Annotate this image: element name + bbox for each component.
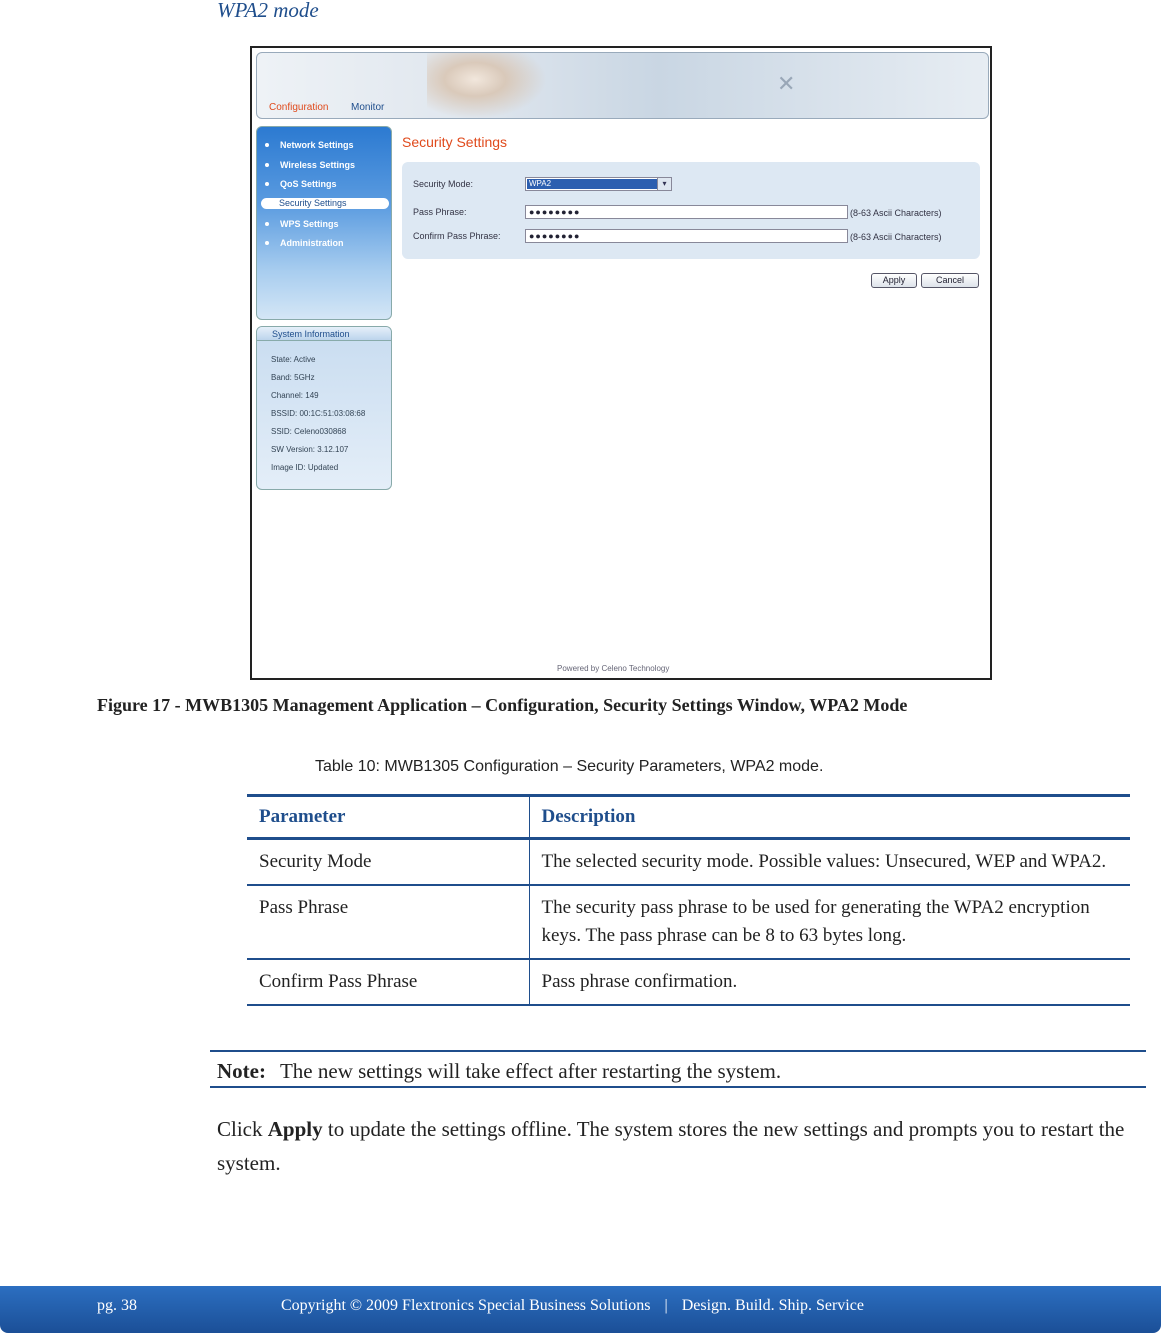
info-sw-version: SW Version: 3.12.107: [271, 445, 349, 454]
apply-button[interactable]: Apply: [871, 273, 917, 288]
cell-description: Pass phrase confirmation.: [529, 959, 1130, 1005]
chevron-down-icon[interactable]: ▾: [657, 178, 671, 190]
bullet-icon: [265, 241, 269, 245]
sidebar-nav: [256, 126, 392, 320]
cell-parameter: Security Mode: [247, 839, 529, 886]
note-label: Note:: [217, 1059, 266, 1083]
header-parameter: Parameter: [247, 796, 529, 839]
bullet-icon: [265, 222, 269, 226]
footer-copyright: Copyright © 2009 Flextronics Special Business Solutions: [281, 1297, 651, 1314]
security-mode-select[interactable]: [525, 177, 672, 191]
figure-caption: Figure 17 - MWB1305 Management Application – Configuration, Security Settings Window, WPA2 Mode: [97, 695, 908, 715]
info-channel: Channel: 149: [271, 391, 319, 400]
screenshot-figure: [250, 46, 992, 680]
security-mode-label: Security Mode:: [413, 179, 474, 189]
bullet-icon: [265, 143, 269, 147]
banner-artwork: [427, 53, 547, 119]
table-row: [247, 839, 1130, 886]
security-form: [402, 162, 980, 259]
tab-monitor[interactable]: Monitor: [351, 102, 385, 113]
app-banner: [256, 52, 989, 119]
table-caption: Table 10: MWB1305 Configuration – Security Parameters, WPA2 mode.: [315, 758, 824, 775]
info-image-id: Image ID: Updated: [271, 463, 339, 472]
bullet-icon: [265, 163, 269, 167]
cell-description: The security pass phrase to be used for generating the WPA2 encryption keys. The pass phrase can be 8 to 63 bytes long.: [529, 885, 1130, 959]
page-footer: [0, 1286, 1161, 1333]
bullet-icon: [265, 182, 269, 186]
page-title: Security Settings: [402, 134, 508, 150]
note-box: [210, 1050, 1146, 1088]
para-apply-bold: Apply: [267, 1117, 323, 1141]
pass-phrase-label: Pass Phrase:: [413, 207, 467, 217]
section-heading: WPA2 mode: [217, 0, 319, 22]
tab-configuration[interactable]: Configuration: [269, 102, 329, 113]
info-state: State: Active: [271, 355, 316, 364]
sidebar-item-qos-settings[interactable]: QoS Settings: [257, 176, 391, 192]
parameters-table: [247, 794, 1130, 1006]
cancel-button[interactable]: Cancel: [921, 273, 979, 288]
info-band: Band: 5GHz: [271, 373, 315, 382]
sidebar-item-network-settings[interactable]: Network Settings: [257, 137, 391, 153]
para-text-after: to update the settings offline. The system stores the new settings and prompts you to restart the system.: [217, 1117, 1125, 1175]
page-number: pg. 38: [97, 1297, 137, 1314]
note-text: The new settings will take effect after restarting the system.: [279, 1059, 782, 1083]
pass-phrase-input[interactable]: ●●●●●●●●: [525, 205, 848, 219]
para-text-before: Click: [217, 1117, 268, 1141]
system-information-title: System Information: [257, 327, 391, 341]
footer-copyright-line: [281, 1297, 864, 1315]
table-header-row: [247, 796, 1130, 839]
info-ssid: SSID: Celeno030868: [271, 427, 347, 436]
sidebar-item-security-settings[interactable]: Security Settings: [261, 198, 389, 209]
cell-description: The selected security mode. Possible values: Unsecured, WEP and WPA2.: [529, 839, 1130, 886]
sidebar-item-wps-settings[interactable]: WPS Settings: [257, 216, 391, 232]
pass-phrase-hint: (8-63 Ascii Characters): [850, 208, 942, 218]
confirm-pass-phrase-label: Confirm Pass Phrase:: [413, 231, 501, 241]
security-mode-value: WPA2: [527, 179, 657, 189]
instruction-paragraph: [217, 1112, 1147, 1180]
confirm-pass-phrase-input[interactable]: ●●●●●●●●: [525, 229, 848, 243]
footer-separator: |: [664, 1297, 668, 1314]
footer-tagline: Design. Build. Ship. Service: [681, 1297, 864, 1314]
cell-parameter: Pass Phrase: [247, 885, 529, 959]
table-row: [247, 959, 1130, 1005]
powered-by: Powered by Celeno Technology: [557, 664, 670, 673]
info-bssid: BSSID: 00:1C:51:03:08:68: [271, 409, 366, 418]
logo-icon: ✕: [777, 71, 796, 96]
sidebar-item-administration[interactable]: Administration: [257, 235, 391, 251]
table-row: [247, 885, 1130, 959]
sidebar-item-wireless-settings[interactable]: Wireless Settings: [257, 157, 391, 173]
cell-parameter: Confirm Pass Phrase: [247, 959, 529, 1005]
confirm-pass-phrase-hint: (8-63 Ascii Characters): [850, 232, 942, 242]
header-description: Description: [529, 796, 1130, 839]
system-information-panel: [256, 326, 392, 490]
